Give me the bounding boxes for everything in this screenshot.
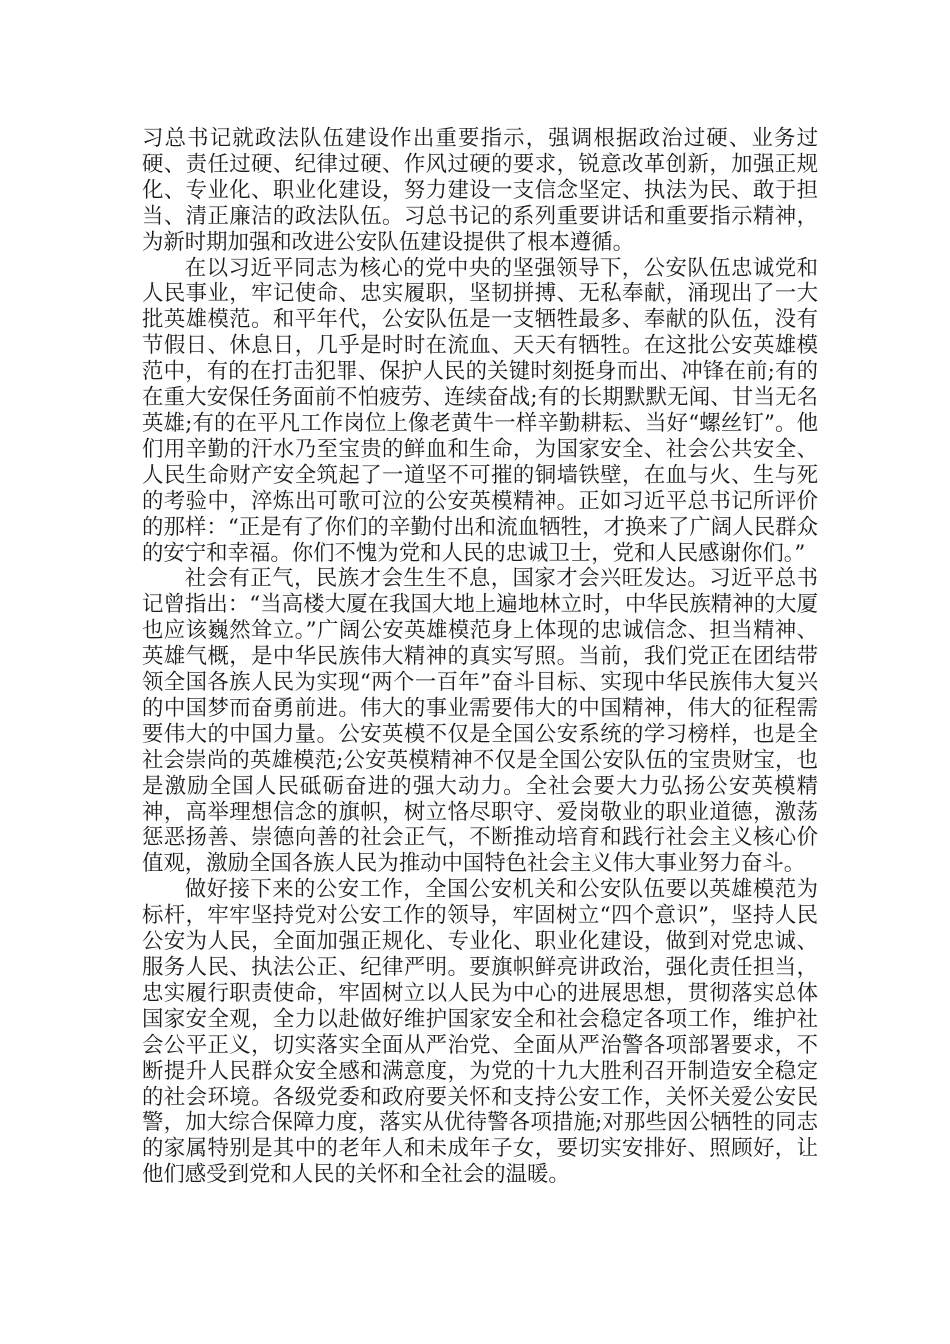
paragraph-3: 社会有正气，民族才会生生不息，国家才会兴旺发达。习近平总书记曾指出：“当高楼大厦在我国大地上遍地林立时，中华民族精神的大厦也应该巍然耸立。”广阔公安英雄模范身上体现的忠诚信念、担当精神、英雄气概，是中华民族伟大精神的真实写照。当前，我们党正在团结带领全国各族人民为实现“两个一百年”奋斗目标、实现中华民族伟大复兴的中国梦而奋勇前进。伟大的事业需要伟大的中国精神，伟大的征程需要伟大的中国力量。公安英模不仅是全国公安系统的学习榜样，也是全社会崇尚的英雄模范;公安英模精神不仅是全国公安队伍的宝贵财宝，也是激励全国人民砥砺奋进的强大动力。全社会要大力弘扬公安英模精神，高举理想信念的旗帜，树立恪尽职守、爱岗敬业的职业道德，激荡惩恶扬善、崇德向善的社会正气，不断推动培育和践行社会主义核心价值观，激励全国各族人民为推动中国特色社会主义伟大事业努力奋斗。 [142, 566, 818, 877]
paragraph-2: 在以习近平同志为核心的党中央的坚强领导下，公安队伍忠诚党和人民事业，牢记使命、忠实履职，坚韧拼搏、无私奉献，涌现出了一大批英雄模范。和平年代，公安队伍是一支牺牲最多、奉献的队伍，没有节假日、休息日，几乎是时时在流血、天天有牺牲。在这批公安英雄模范中，有的在打击犯罪、保护人民的关键时刻挺身而出、冲锋在前;有的在重大安保任务面前不怕疲劳、连续奋战;有的长期默默无闻、甘当无名英雄;有的在平凡工作岗位上像老黄牛一样辛勤耕耘、当好“螺丝钉”。他们用辛勤的汗水乃至宝贵的鲜血和生命，为国家安全、社会公共安全、人民生命财产安全筑起了一道坚不可摧的铜墙铁壁，在血与火、生与死的考验中，淬炼出可歌可泣的公安英模精神。正如习近平总书记所评价的那样：“正是有了你们的辛勤付出和流血牺牲，才换来了广阔人民群众的安宁和幸福。你们不愧为党和人民的忠诚卫士，党和人民感谢你们。” [142, 255, 818, 566]
document-body [142, 126, 818, 1188]
paragraph-4: 做好接下来的公安工作，全国公安机关和公安队伍要以英雄模范为标杆，牢牢坚持党对公安工作的领导，牢固树立“四个意识”，坚持人民公安为人民，全面加强正规化、专业化、职业化建设，做到对党忠诚、服务人民、执法公正、纪律严明。要旗帜鲜亮讲政治，强化责任担当，忠实履行职责使命，牢固树立以人民为中心的进展思想，贯彻落实总体国家安全观，全力以赴做好维护国家安全和社会稳定各项工作，维护社会公平正义，切实落实全面从严治党、全面从严治警各项部署要求，不断提升人民群众安全感和满意度，为党的十九大胜利召开制造安全稳定的社会环境。各级党委和政府要关怀和支持公安工作，关怀关爱公安民警，加大综合保障力度，落实从优待警各项措施;对那些因公牺牲的同志的家属特别是其中的老年人和未成年子女，要切实安排好、照顾好，让他们感受到党和人民的关怀和全社会的温暖。 [142, 877, 818, 1188]
paragraph-1: 习总书记就政法队伍建设作出重要指示，强调根据政治过硬、业务过硬、责任过硬、纪律过硬、作风过硬的要求，锐意改革创新，加强正规化、专业化、职业化建设，努力建设一支信念坚定、执法为民、敢于担当、清正廉洁的政法队伍。习总书记的系列重要讲话和重要指示精神，为新时期加强和改进公安队伍建设提供了根本遵循。 [142, 126, 818, 255]
